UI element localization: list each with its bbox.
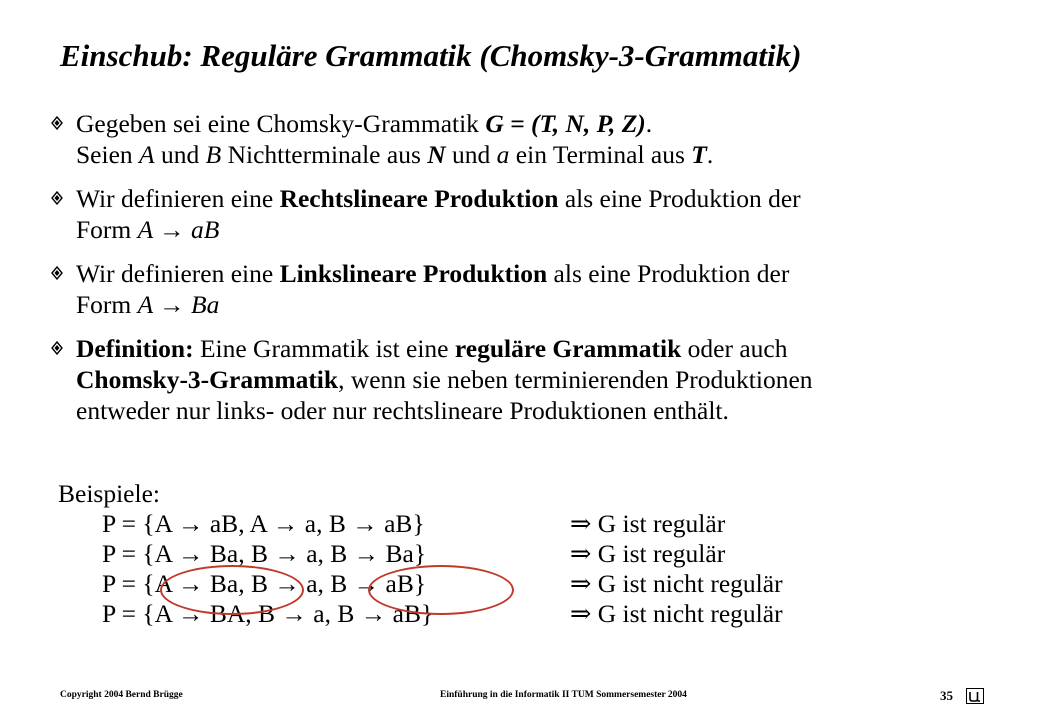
text: entweder nur links- oder nur rechtslineare Produktionen enthält. — [76, 396, 729, 425]
text: Gegeben sei eine Chomsky-Grammatik — [76, 109, 486, 138]
term-left-linear: Linkslineare Produktion — [279, 259, 548, 288]
page-number: 35 — [940, 688, 953, 703]
term-regular-grammar: reguläre Grammatik — [454, 334, 682, 363]
bullet-line — [76, 289, 1010, 320]
bullet-left-linear — [50, 258, 1010, 320]
symbol-b: B — [205, 140, 222, 169]
text: Form — [76, 290, 138, 319]
text: Eine Grammatik ist eine — [193, 334, 455, 363]
term-chomsky-3: Chomsky-3-Grammatik — [76, 365, 339, 394]
text: Form — [76, 215, 138, 244]
bullet-list — [50, 108, 1010, 439]
text: Nichtterminale aus — [221, 140, 428, 169]
slide-title: Einschub: Reguläre Grammatik (Chomsky-3-Grammatik) — [60, 38, 802, 73]
symbol-terminal-a: a — [496, 140, 510, 169]
diamond-bullet-icon — [50, 266, 64, 280]
bullet-line — [76, 333, 1010, 364]
text: oder auch — [681, 334, 788, 363]
bullet-line — [76, 108, 1010, 139]
text: und — [154, 140, 206, 169]
text: und — [445, 140, 497, 169]
example-result: ⇒ G ist nicht regulär — [570, 599, 783, 628]
bullet-line — [76, 364, 1010, 395]
bullet-line — [76, 139, 1010, 170]
example-rule: P = {A → Ba, B → a, B → Ba} — [102, 539, 427, 568]
example-rule: P = {A → aB, A → a, B → aB} — [102, 509, 425, 538]
bullet-line — [76, 258, 1010, 289]
text: als eine Produktion der — [558, 184, 801, 213]
production-formula: A → aB — [137, 215, 220, 244]
footer-course: Einführung in die Informatik II TUM Sommersemester 2004 — [440, 690, 687, 700]
bullet-line — [76, 183, 1010, 214]
term-right-linear: Rechtslineare Produktion — [279, 184, 559, 213]
text: . — [706, 140, 714, 169]
example-rule: P = {A → BA, B → a, B → aB} — [102, 599, 434, 628]
text: , wenn sie neben terminierenden Produktionen — [338, 365, 813, 394]
text: Wir definieren eine — [76, 184, 280, 213]
text: als eine Produktion der — [547, 259, 790, 288]
definition-label: Definition: — [76, 334, 194, 363]
example-result: ⇒ G ist regulär — [570, 509, 726, 538]
text: Seien — [76, 140, 140, 169]
symbol-n: N — [427, 140, 446, 169]
examples-heading: Beispiele: — [58, 479, 160, 508]
tum-logo-icon — [966, 688, 984, 704]
diamond-bullet-icon — [50, 191, 64, 205]
examples-section — [58, 479, 783, 628]
bullet-grammar-definition — [50, 108, 1010, 170]
production-formula: A → Ba — [137, 290, 220, 319]
bullet-definition — [50, 333, 1010, 426]
bullet-right-linear — [50, 183, 1010, 245]
text: Wir definieren eine — [76, 259, 280, 288]
bullet-line — [76, 214, 1010, 245]
diamond-bullet-icon — [50, 341, 64, 355]
footer-copyright: Copyright 2004 Bernd Brügge — [60, 690, 183, 700]
example-result: ⇒ G ist regulär — [570, 539, 726, 568]
text: ein Terminal aus — [509, 140, 692, 169]
symbol-t: T — [691, 140, 707, 169]
bullet-line — [76, 395, 1010, 426]
diamond-bullet-icon — [50, 116, 64, 130]
example-result: ⇒ G ist nicht regulär — [570, 569, 783, 598]
text: . — [645, 109, 653, 138]
example-rule: P = {A → Ba, B → a, B → aB} — [102, 569, 427, 598]
symbol-a: A — [139, 140, 155, 169]
grammar-tuple: G = (T, N, P, Z) — [485, 109, 646, 138]
